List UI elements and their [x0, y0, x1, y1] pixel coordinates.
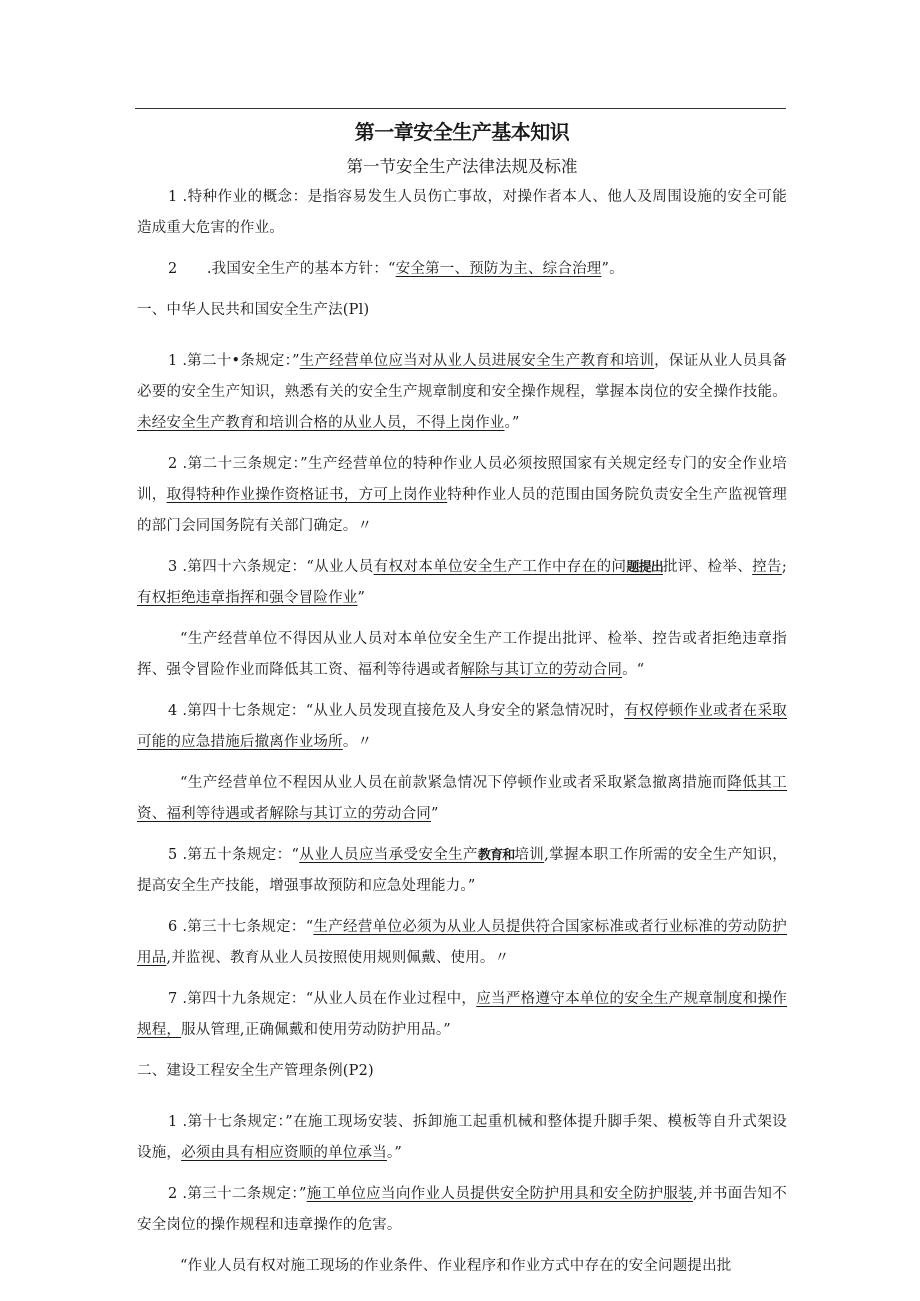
law1-article-5: 5 .第五十条规定：“从业人员应当承受安全生产教育和培训,掌握本职工作所需的安全生产知识，提高安全生产技能，增强事故预防和应急处理能力。” [137, 847, 787, 894]
document-page [137, 116, 787, 1282]
law1-article-3-para-2: “生产经营单位不得因从业人员对本单位安全生产工作提出批评、检举、控告或者拒绝违章指挥、强令冒险作业而降低其工资、福利等待遇或者解除与其订立的劳动合同。“ [137, 631, 787, 678]
section-title: 第一节安全生产法律法规及标准 [346, 157, 578, 176]
law1-article-6: 6 .第三十七条规定：“生产经营单位必须为从业人员提供符合国家标准或者行业标准的劳动防护用品,并监视、教育从业人员按照使用规则佩戴、使用。〃 [137, 919, 787, 966]
law1-heading: 一、中华人民共和国安全生产法(Pl) [137, 302, 370, 318]
law2-article-2-para-2: “作业人员有权对施工现场的作业条件、作业程序和作业方式中存在的安全问题提出批 [180, 1258, 732, 1274]
law1-article-4-para-2: “生产经营单位不程因从业人员在前款紧急情况下停顿作业或者采取紧急撤离措施而降低其工资、福利等待遇或者解除与其订立的劳动合同” [137, 775, 787, 822]
law1-article-1: 1 .第二十•条规定：”生产经营单位应当对从业人员进展安全生产教育和培训，保证从业人员具备必要的安全生产知识，熟悉有关的安全生产规章制度和安全操作规程，掌握本岗位的安全操作技能。未经安全生产教育和培训合格的从业人员，不得上岗作业。” [137, 353, 787, 431]
law2-heading: 二、建设工程安全生产管理条例(P2) [137, 1063, 374, 1079]
law1-article-7: 7 .第四十九条规定：“从业人员在作业过程中，应当严格遵守本单位的安全生产规章制度和操作规程，服从管理,正确佩戴和使用劳动防护用品。” [137, 991, 788, 1038]
law1-article-2: 2 .第二十三条规定：”生产经营单位的特种作业人员必须按照国家有关规定经专门的安全作业培训，取得特种作业操作资格证书，方可上岗作业特种作业人员的范围由国务院负责安全生产监视管理的部门会同国务院有关部门确定。〃 [137, 456, 788, 534]
law1-article-4: 4 .第四十七条规定：“从业人员发现直接危及人身安全的紧急情况时，有权停顿作业或者在采取可能的应急措施后撤离作业场所。〃 [137, 703, 787, 750]
item-2: 2 .我国安全生产的基本方针：“安全第一、预防为主、综合治理”。 [168, 261, 624, 277]
law1-article-3: 3 .第四十六条规定：“从业人员有权对本单位安全生产工作中存在的问题提出批评、检举、控告;有权拒绝违章指挥和强令冒险作业” [137, 559, 787, 606]
law2-article-1: 1 .第十七条规定：”在施工现场安装、拆卸施工起重机械和整体提升脚手架、模板等自升式架设设施，必须由具有相应资顺的单位承当。” [137, 1114, 788, 1161]
law2-article-2: 2 .第三十二条规定：”施工单位应当向作业人员提供安全防护用具和安全防护服装,并书面告知不安全岗位的操作规程和违章操作的危害。 [137, 1186, 787, 1233]
chapter-title: 第一章安全生产基本知识 [354, 120, 570, 144]
item-1: 1 .特种作业的概念：是指容易发生人员伤亡事故，对操作者本人、他人及周围设施的安全可能造成重大危害的作业。 [137, 189, 787, 236]
header-rule [135, 108, 786, 109]
